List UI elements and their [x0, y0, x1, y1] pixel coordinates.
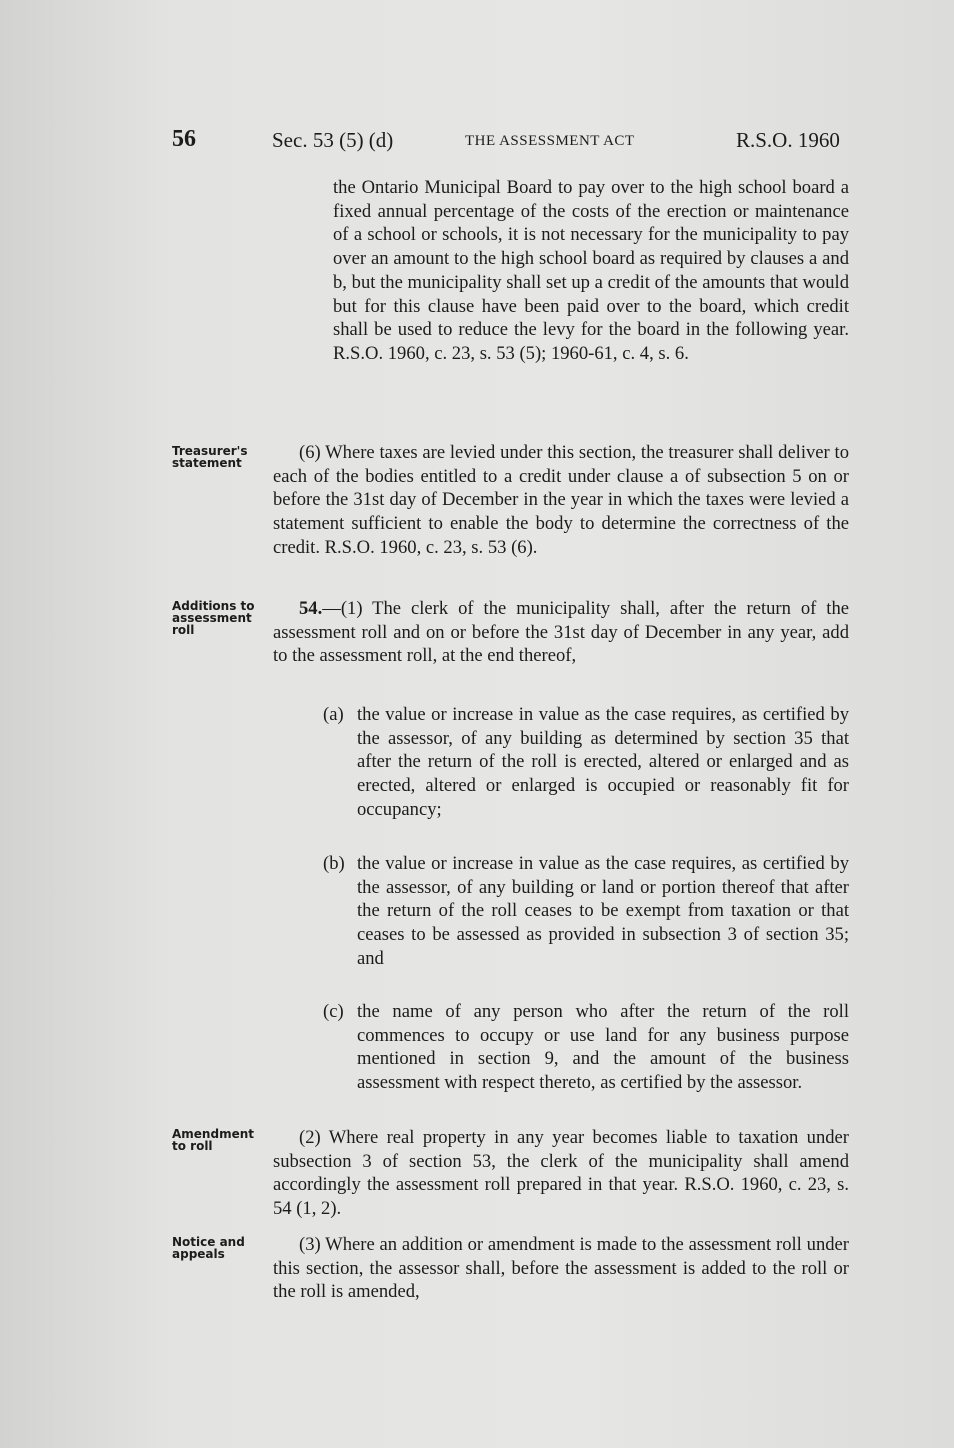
clause-text: the value or increase in value as the case requires, as certified by the assessor, of any building or land or portion thereof that after the return of the roll ceases to be exempt from taxation or that ceases to be assessed as provided in subsection 3 of section 35; and [357, 853, 849, 969]
clause-c [273, 1000, 849, 1095]
subsection-6: (6) Where taxes are levied under this section, the treasurer shall deliver to each of the bodies entitled to a credit under clause a of subsection 5 on or before the 31st day of December in the year in which the taxes were levied a statement sufficient to enable the body to determine the correctness of the credit. R.S.O. 1960, c. 23, s. 53 (6). [273, 442, 849, 558]
clause-label: (a) [323, 704, 344, 725]
revision-reference: R.S.O. 1960 [736, 128, 840, 152]
act-title: THE ASSESSMENT ACT [465, 133, 635, 149]
continuation-paragraph: the Ontario Municipal Board to pay over to the high school board a fixed annual percentage of the costs of the erection or maintenance of a school or schools, it is not necessary for the municipality to pay over an amount to the high school board as required by clauses a and b, but the municipality shall set up a credit of the amounts that would but for this clause have been paid over to the board, which credit shall be used to reduce the levy for the board in the following year. R.S.O. 1960, c. 23, s. 53 (5); 1960-61, c. 4, s. 6. [333, 177, 849, 364]
subsection-54-2: (2) Where real property in any year becomes liable to taxation under subsection 3 of section 53, the clerk of the municipality shall amend accordingly the assessment roll prepared in that year. R.S.O. 1960, c. 23, s. 54 (1, 2). [273, 1127, 849, 1220]
clause-text: the name of any person who after the return of the roll commences to occupy or use land for any business purpose mentioned in section 9, and the amount of the business assessment with respect thereto, as certified by the assessor. [357, 1001, 849, 1094]
clause-label: (b) [323, 853, 345, 874]
clause-text: the value or increase in value as the case requires, as certified by the assessor, of any building as determined by section 35 that after the return of the roll is erected, altered or enlarged and as erected, altered or enlarged is occupied or reasonably fit for occupancy; [357, 704, 849, 820]
margin-note-treasurers-statement: Treasurer's statement [172, 444, 248, 470]
subsection-54-3: (3) Where an addition or amendment is made to the assessment roll under this section, the assessor shall, before the assessment is added to the roll or the roll is amended, [273, 1234, 849, 1303]
clause-a [273, 703, 849, 822]
section-reference: Sec. 53 (5) (d) [272, 128, 394, 152]
section-number: 54. [299, 598, 323, 619]
margin-note-additions: Additions to assessment roll [172, 599, 255, 637]
section-54-intro [273, 597, 849, 668]
margin-note-amendment: Amendment to roll [172, 1127, 254, 1153]
clause-label: (c) [323, 1001, 344, 1022]
page-number: 56 [172, 126, 196, 152]
margin-note-notice: Notice and appeals [172, 1235, 245, 1261]
section-54-intro-text: —(1) The clerk of the municipality shall, after the return of the assessment roll and on or before the 31st day of December in any year, add to the assessment roll, at the end thereof, [273, 598, 849, 667]
clause-b [273, 852, 849, 971]
